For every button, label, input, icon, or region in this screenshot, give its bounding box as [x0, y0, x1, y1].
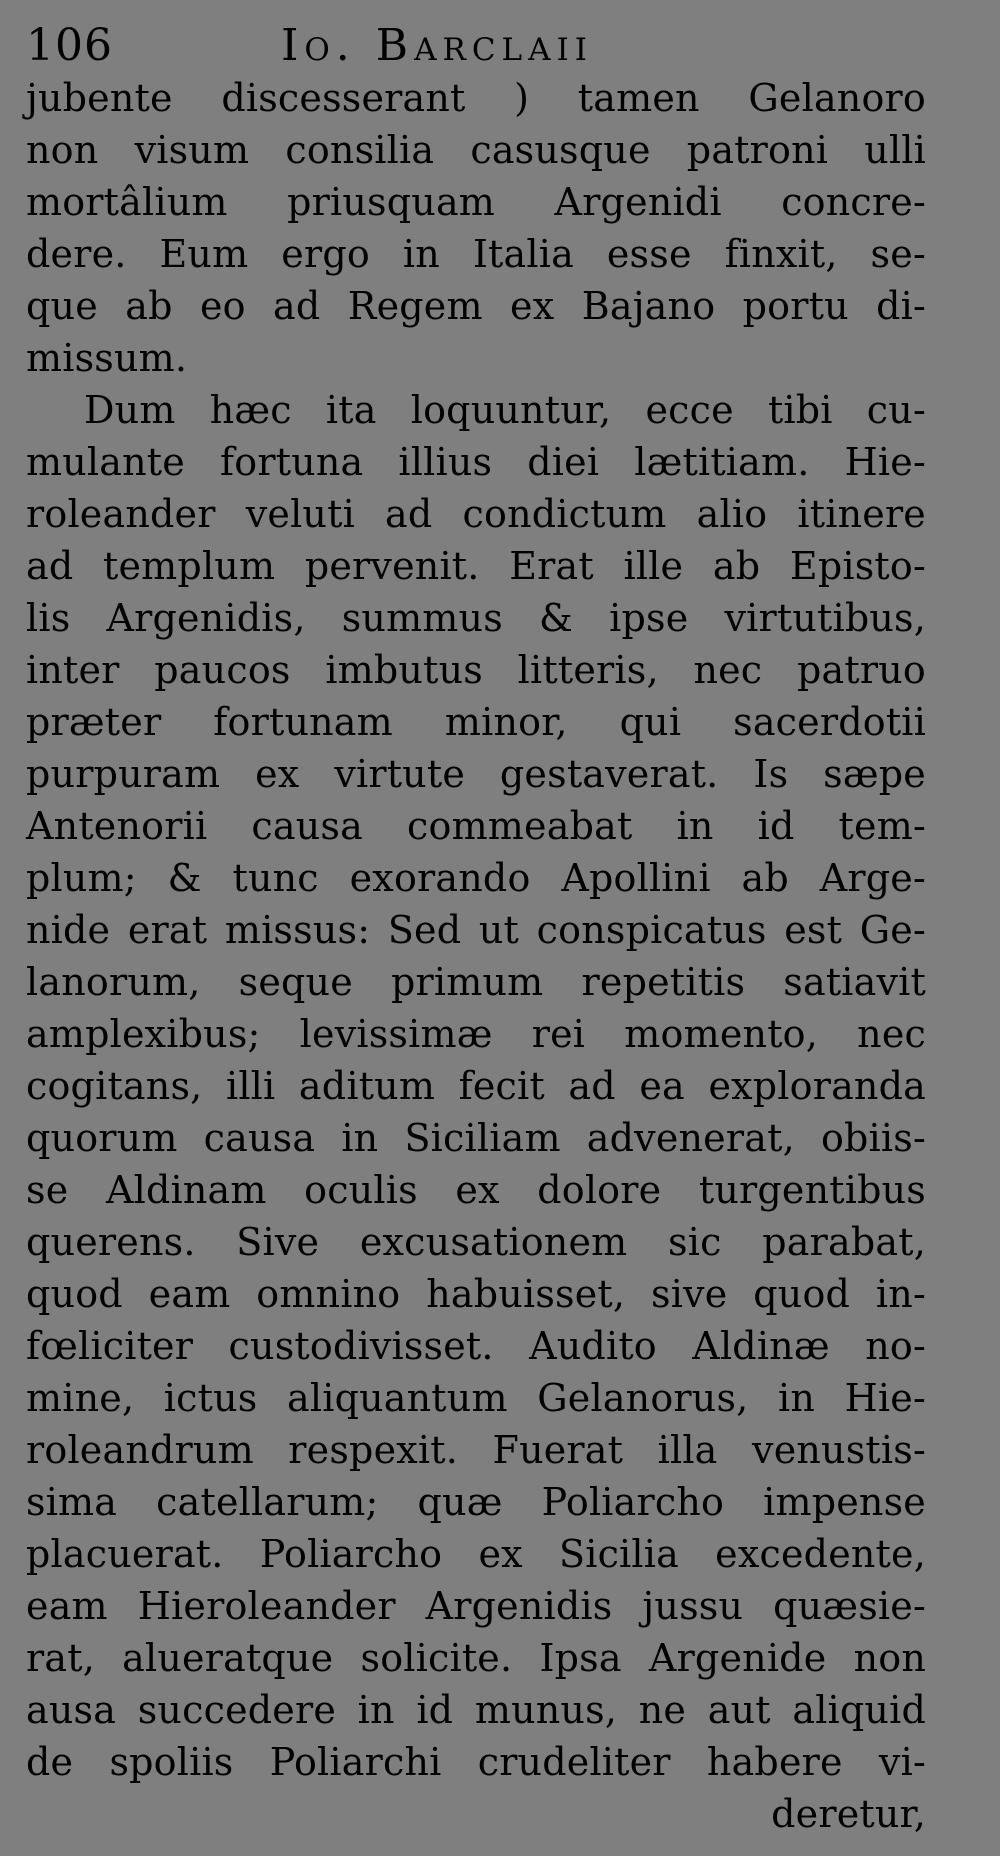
text-line: præter fortunam minor, qui sacerdotii [26, 700, 926, 744]
text-line: quorum causa in Siciliam advenerat, obiis- [26, 1116, 926, 1160]
text-line: placuerat. Poliarcho ex Sicilia excedente, [26, 1532, 926, 1576]
text-line: plum; & tunc exorando Apollini ab Arge- [26, 856, 926, 900]
text-line: mortâlium priusquam Argenidi concre- [26, 180, 926, 224]
text-line: lanorum, seque primum repetitis satiavit [26, 960, 926, 1004]
text-line: ad templum pervenit. Erat ille ab Episto- [26, 544, 926, 588]
text-line: Antenorii causa commeabat in id tem- [26, 804, 926, 848]
body-text [26, 72, 926, 1840]
text-line: roleander veluti ad condictum alio itinere [26, 492, 926, 536]
running-head [26, 18, 986, 74]
text-line: sima catellarum; quæ Poliarcho impense [26, 1480, 926, 1524]
text-line: mulante fortuna illius diei lætitiam. Hie- [26, 440, 926, 484]
text-line: ausa succedere in id munus, ne aut aliquid [26, 1688, 926, 1732]
text-line: se Aldinam oculis ex dolore turgentibus [26, 1168, 926, 1212]
text-line: mine, ictus aliquantum Gelanorus, in Hie- [26, 1376, 926, 1420]
catchword: deretur, [771, 1792, 926, 1836]
text-line: quod eam omnino habuisset, sive quod in- [26, 1272, 926, 1316]
text-line: nide erat missus: Sed ut conspicatus est Ge- [26, 908, 926, 952]
page-number: 106 [26, 20, 113, 71]
running-title: Io. Barclaii [281, 20, 594, 71]
text-line: roleandrum respexit. Fuerat illa venustis- [26, 1428, 926, 1472]
text-line: que ab eo ad Regem ex Bajano portu di- [26, 284, 926, 328]
text-line: rat, alueratque solicite. Ipsa Argenide non [26, 1636, 926, 1680]
text-line: fœliciter custodivisset. Audito Aldinæ no- [26, 1324, 926, 1368]
text-line: amplexibus; levissimæ rei momento, nec [26, 1012, 926, 1056]
text-line: dere. Eum ergo in Italia esse finxit, se- [26, 232, 926, 276]
text-line: inter paucos imbutus litteris, nec patruo [26, 648, 926, 692]
text-line: lis Argenidis, summus & ipse virtutibus, [26, 596, 926, 640]
text-line: non visum consilia casusque patroni ulli [26, 128, 926, 172]
text-line: purpuram ex virtute gestaverat. Is sæpe [26, 752, 926, 796]
text-line: missum. [26, 336, 188, 380]
text-line: cogitans, illi aditum fecit ad ea exploranda [26, 1064, 926, 1108]
text-line: Dum hæc ita loquuntur, ecce tibi cu- [84, 388, 926, 432]
text-line: eam Hieroleander Argenidis jussu quæsie- [26, 1584, 926, 1628]
text-line: jubente discesserant ) tamen Gelanoro [26, 76, 926, 120]
text-line: querens. Sive excusationem sic parabat, [26, 1220, 926, 1264]
text-line: de spoliis Poliarchi crudeliter habere vi- [26, 1740, 926, 1784]
